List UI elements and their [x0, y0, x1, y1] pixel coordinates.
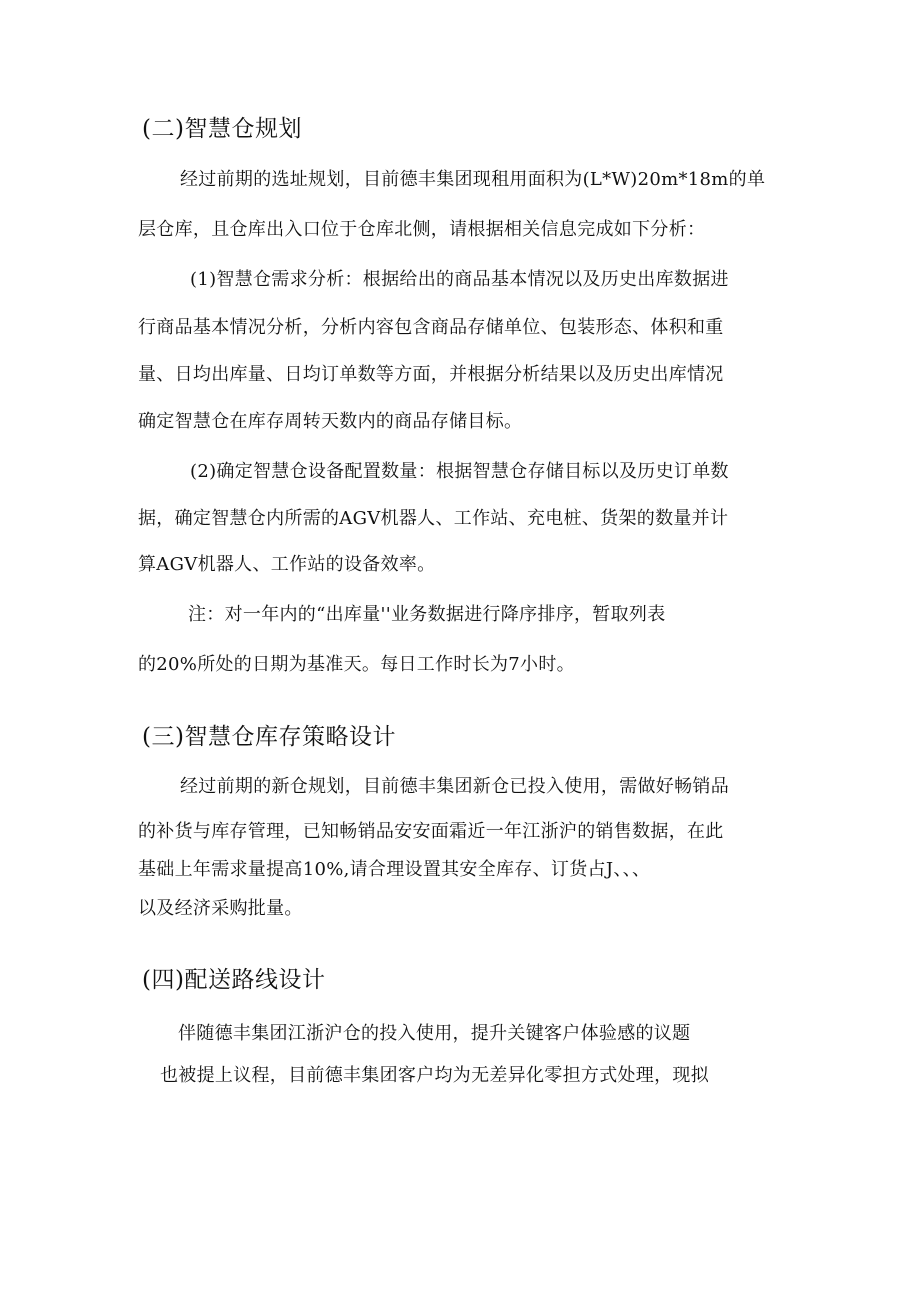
item-2-line-1: (2)确定智慧仓设备配置数量：根据智慧仓存储目标以及历史订单数	[190, 461, 729, 482]
item-1-line-4: 确定智慧仓在库存周转天数内的商品存储目标。	[138, 411, 523, 432]
note-line-2: 的20%所处的日期为基准天。每日工作时长为7小时。	[138, 654, 575, 675]
section-3-body-line-1: 经过前期的新仓规划，目前德丰集团新仓已投入使用，需做好畅销品	[180, 776, 729, 797]
note-line-1: 注：对一年内的“出库量''业务数据进行降序排序，暂取列表	[188, 604, 666, 625]
section-2-heading: (二)智慧仓规划	[142, 116, 302, 142]
section-3-body-line-3: 基础上年需求量提高10%,请合理设置其安全库存、订货占J、、、	[138, 859, 651, 880]
section-4-body-line-2: 也被提上议程，目前德丰集团客户均为无差异化零担方式处理，现拟	[160, 1065, 709, 1086]
item-2-line-3: 算AGV机器人、工作站的设备效率。	[138, 554, 436, 575]
item-1-line-2: 行商品基本情况分析，分析内容包含商品存储单位、包装形态、体积和重	[138, 317, 724, 338]
item-1-line-3: 量、日均出库量、日均订单数等方面，并根据分析结果以及历史出库情况	[138, 364, 724, 385]
section-3-heading: (三)智慧仓库存策略设计	[142, 724, 396, 750]
section-4-body-line-1: 伴随德丰集团江浙沪仓的投入使用，提升关键客户体验感的议题	[178, 1023, 691, 1044]
section-2-intro-line-1: 经过前期的选址规划，目前德丰集团现租用面积为(L*W)20m*18m的单	[180, 169, 766, 190]
section-3-body-line-2: 的补货与库存管理，已知畅销品安安面霜近一年江浙沪的销售数据，在此	[138, 821, 724, 842]
item-1-line-1: (1)智慧仓需求分析：根据给出的商品基本情况以及历史出库数据进	[190, 269, 729, 290]
section-4-heading: (四)配送路线设计	[142, 967, 326, 993]
item-2-line-2: 据，确定智慧仓内所需的AGV机器人、工作站、充电桩、货架的数量并计	[138, 508, 729, 529]
section-2-intro-line-2: 层仓库，且仓库出入口位于仓库北侧，请根据相关信息完成如下分析：	[138, 219, 706, 240]
section-3-body-line-4: 以及经济采购批量。	[138, 898, 303, 919]
